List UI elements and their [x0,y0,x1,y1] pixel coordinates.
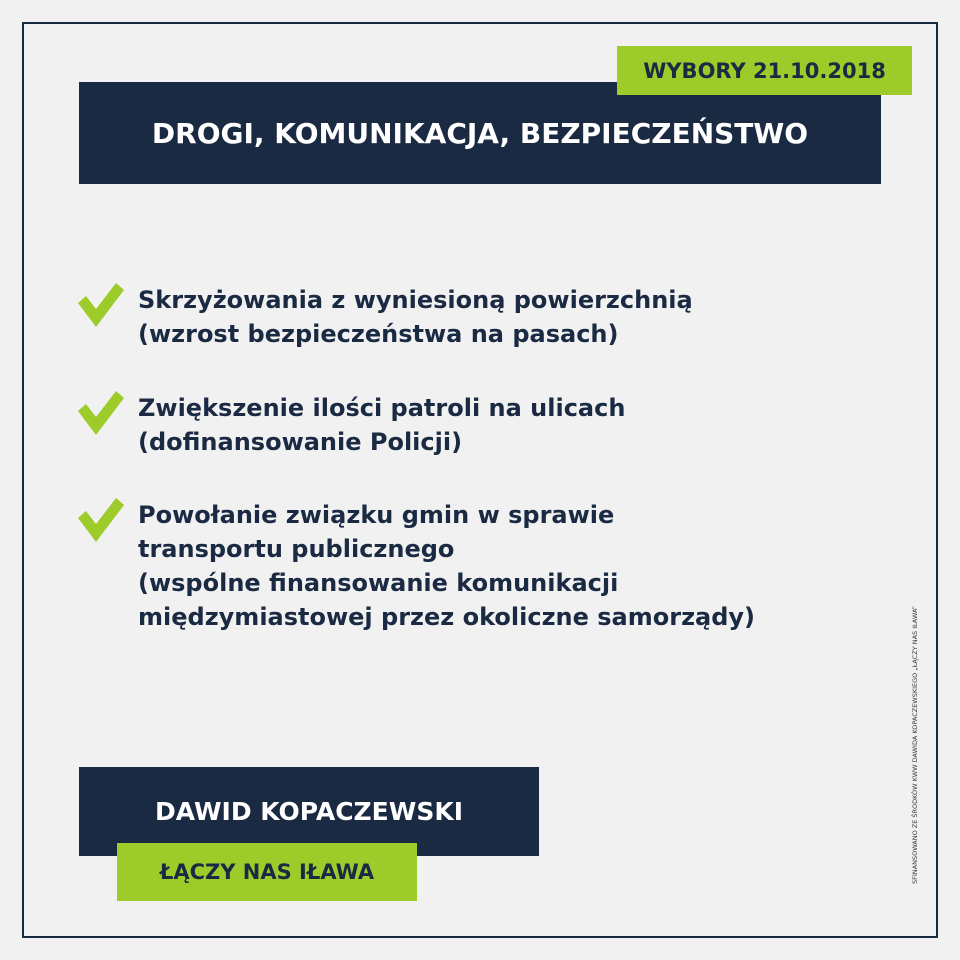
program-item-line: Zwiększenie ilości patroli na ulicach [138,394,626,422]
program-item-line: Powołanie związku gmin w sprawie [138,501,615,529]
program-item-line: Skrzyżowania z wyniesioną powierzchnią [138,286,693,314]
program-item-line: (dofinansowanie Policji) [138,428,463,456]
program-item [78,391,625,459]
checkmark-icon [78,283,124,333]
program-item-text [138,498,755,634]
program-item-line: (wspólne finansowanie komunikacji [138,569,619,597]
program-item-text [138,391,625,459]
program-item-text [138,283,693,351]
program-item-line: (wzrost bezpieczeństwa na pasach) [138,320,619,348]
checkmark-icon [78,498,124,548]
funding-note-text: SFINANSOWANO ZE ŚRODKÓW KWW DAWIDA KOPACZEWSKIEGO „ŁĄCZY NAS IŁAWA” [911,606,919,884]
funding-note [910,570,920,920]
program-item [78,498,755,634]
checkmark-icon [78,391,124,441]
poster-title: DROGI, KOMUNIKACJA, BEZPIECZEŃSTWO [79,82,881,184]
committee-name: ŁĄCZY NAS IŁAWA [117,843,417,901]
program-item-line: międzymiastowej przez okoliczne samorządy) [138,603,756,631]
program-item [78,283,693,351]
program-item-line: transportu publicznego [138,535,455,563]
election-date-badge: WYBORY 21.10.2018 [617,46,912,95]
candidate-name: DAWID KOPACZEWSKI [79,767,539,856]
